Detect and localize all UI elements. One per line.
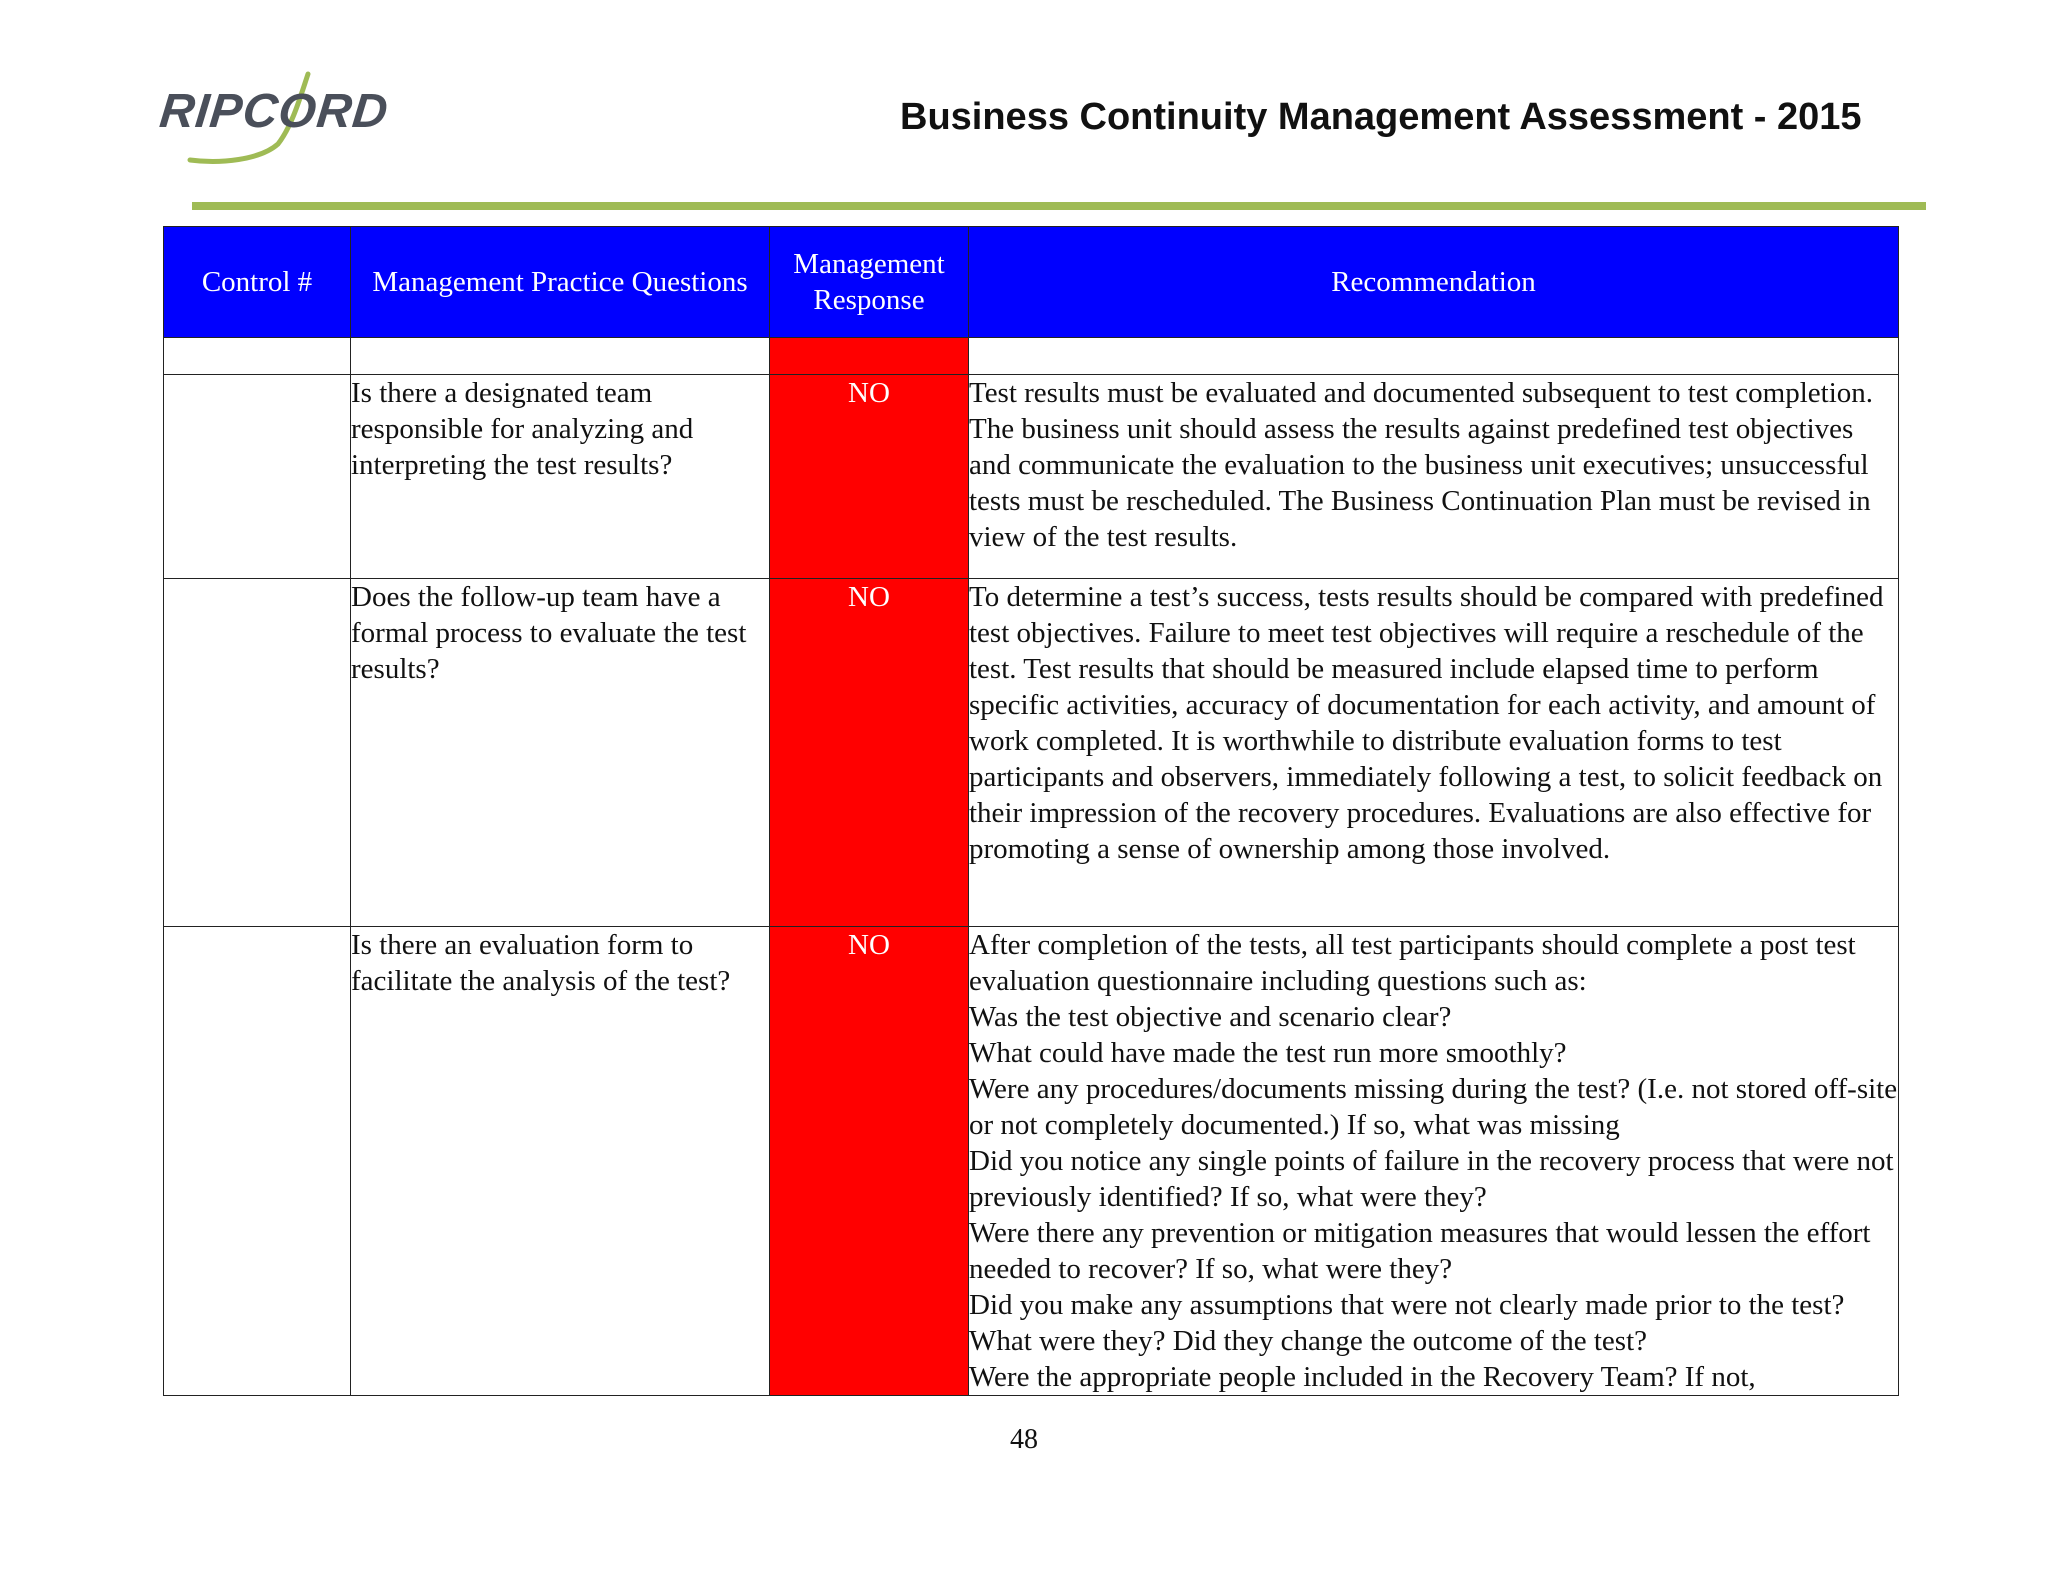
question-cell: Is there an evaluation form to facilitate the analysis of the test? <box>351 927 770 1396</box>
recommendation-question: Were the appropriate people included in the Recovery Team? If not, <box>969 1361 1756 1393</box>
question-cell: Is there a designated team responsible for analyzing and interpreting the test results? <box>351 375 770 579</box>
page-number: 48 <box>1010 1424 1038 1455</box>
recommendation-question: What could have made the test run more smoothly? <box>969 1037 1567 1069</box>
response-cell: NO <box>770 375 969 579</box>
recommendation-cell <box>969 927 1899 1396</box>
logo-text: RIPCORD <box>157 85 392 138</box>
recommendation-question: Were there any prevention or mitigation measures that would lessen the effort needed to recover? If so, what were they? <box>969 1217 1871 1285</box>
response-cell: NO <box>770 927 969 1396</box>
recommendation-question: Was the test objective and scenario clear? <box>969 1001 1452 1033</box>
header-control: Control # <box>164 227 351 338</box>
header-recommendation: Recommendation <box>969 227 1899 338</box>
recommendation-question: Did you make any assumptions that were not clearly made prior to the test? What were they? Did they change the outcome of the test? <box>969 1289 1845 1357</box>
control-cell <box>164 375 351 579</box>
recommendation-question: Did you notice any single points of failure in the recovery process that were not previously identified? If so, what were they? <box>969 1145 1894 1213</box>
assessment-table <box>163 226 1899 1396</box>
document-title: Business Continuity Management Assessment - 2015 <box>900 96 1862 138</box>
blank-cell <box>969 338 1899 375</box>
recommendation-question: Were any procedures/documents missing during the test? (I.e. not stored off-site or not completely documented.) If so, what was missing <box>969 1073 1898 1141</box>
table-header-row <box>164 227 1899 338</box>
recommendation-cell <box>969 375 1899 579</box>
ripcord-logo <box>157 68 400 168</box>
control-cell <box>164 579 351 927</box>
blank-cell <box>164 338 351 375</box>
table-row-blank <box>164 338 1899 375</box>
header-rule <box>192 202 1926 210</box>
blank-response-cell <box>770 338 969 375</box>
recommendation-text: Test results must be evaluated and documented subsequent to test completion. The business unit should assess the results against predefined test objectives and communicate the evaluation to the business unit executives; unsuccessful tests must be rescheduled. The Business Continuation Plan must be revised in view of the test results. <box>969 377 1874 553</box>
header-question: Management Practice Questions <box>351 227 770 338</box>
table-row <box>164 579 1899 927</box>
recommendation-text: After completion of the tests, all test participants should complete a post test evaluation questionnaire including questions such as: <box>969 929 1856 997</box>
question-cell: Does the follow-up team have a formal process to evaluate the test results? <box>351 579 770 927</box>
header-response: Management Response <box>770 227 969 338</box>
table-row <box>164 375 1899 579</box>
table-row <box>164 927 1899 1396</box>
recommendation-cell <box>969 579 1899 927</box>
control-cell <box>164 927 351 1396</box>
response-cell: NO <box>770 579 969 927</box>
recommendation-text: To determine a test’s success, tests results should be compared with predefined test objectives. Failure to meet test objectives will require a reschedule of the test. Test results that should be measured include elapsed time to perform specific activities, accuracy of documentation for each activity, and amount of work completed. It is worthwhile to distribute evaluation forms to test participants and observers, immediately following a test, to solicit feedback on their impression of the recovery procedures. Evaluations are also effective for promoting a sense of ownership among those involved. <box>969 581 1884 865</box>
blank-cell <box>351 338 770 375</box>
